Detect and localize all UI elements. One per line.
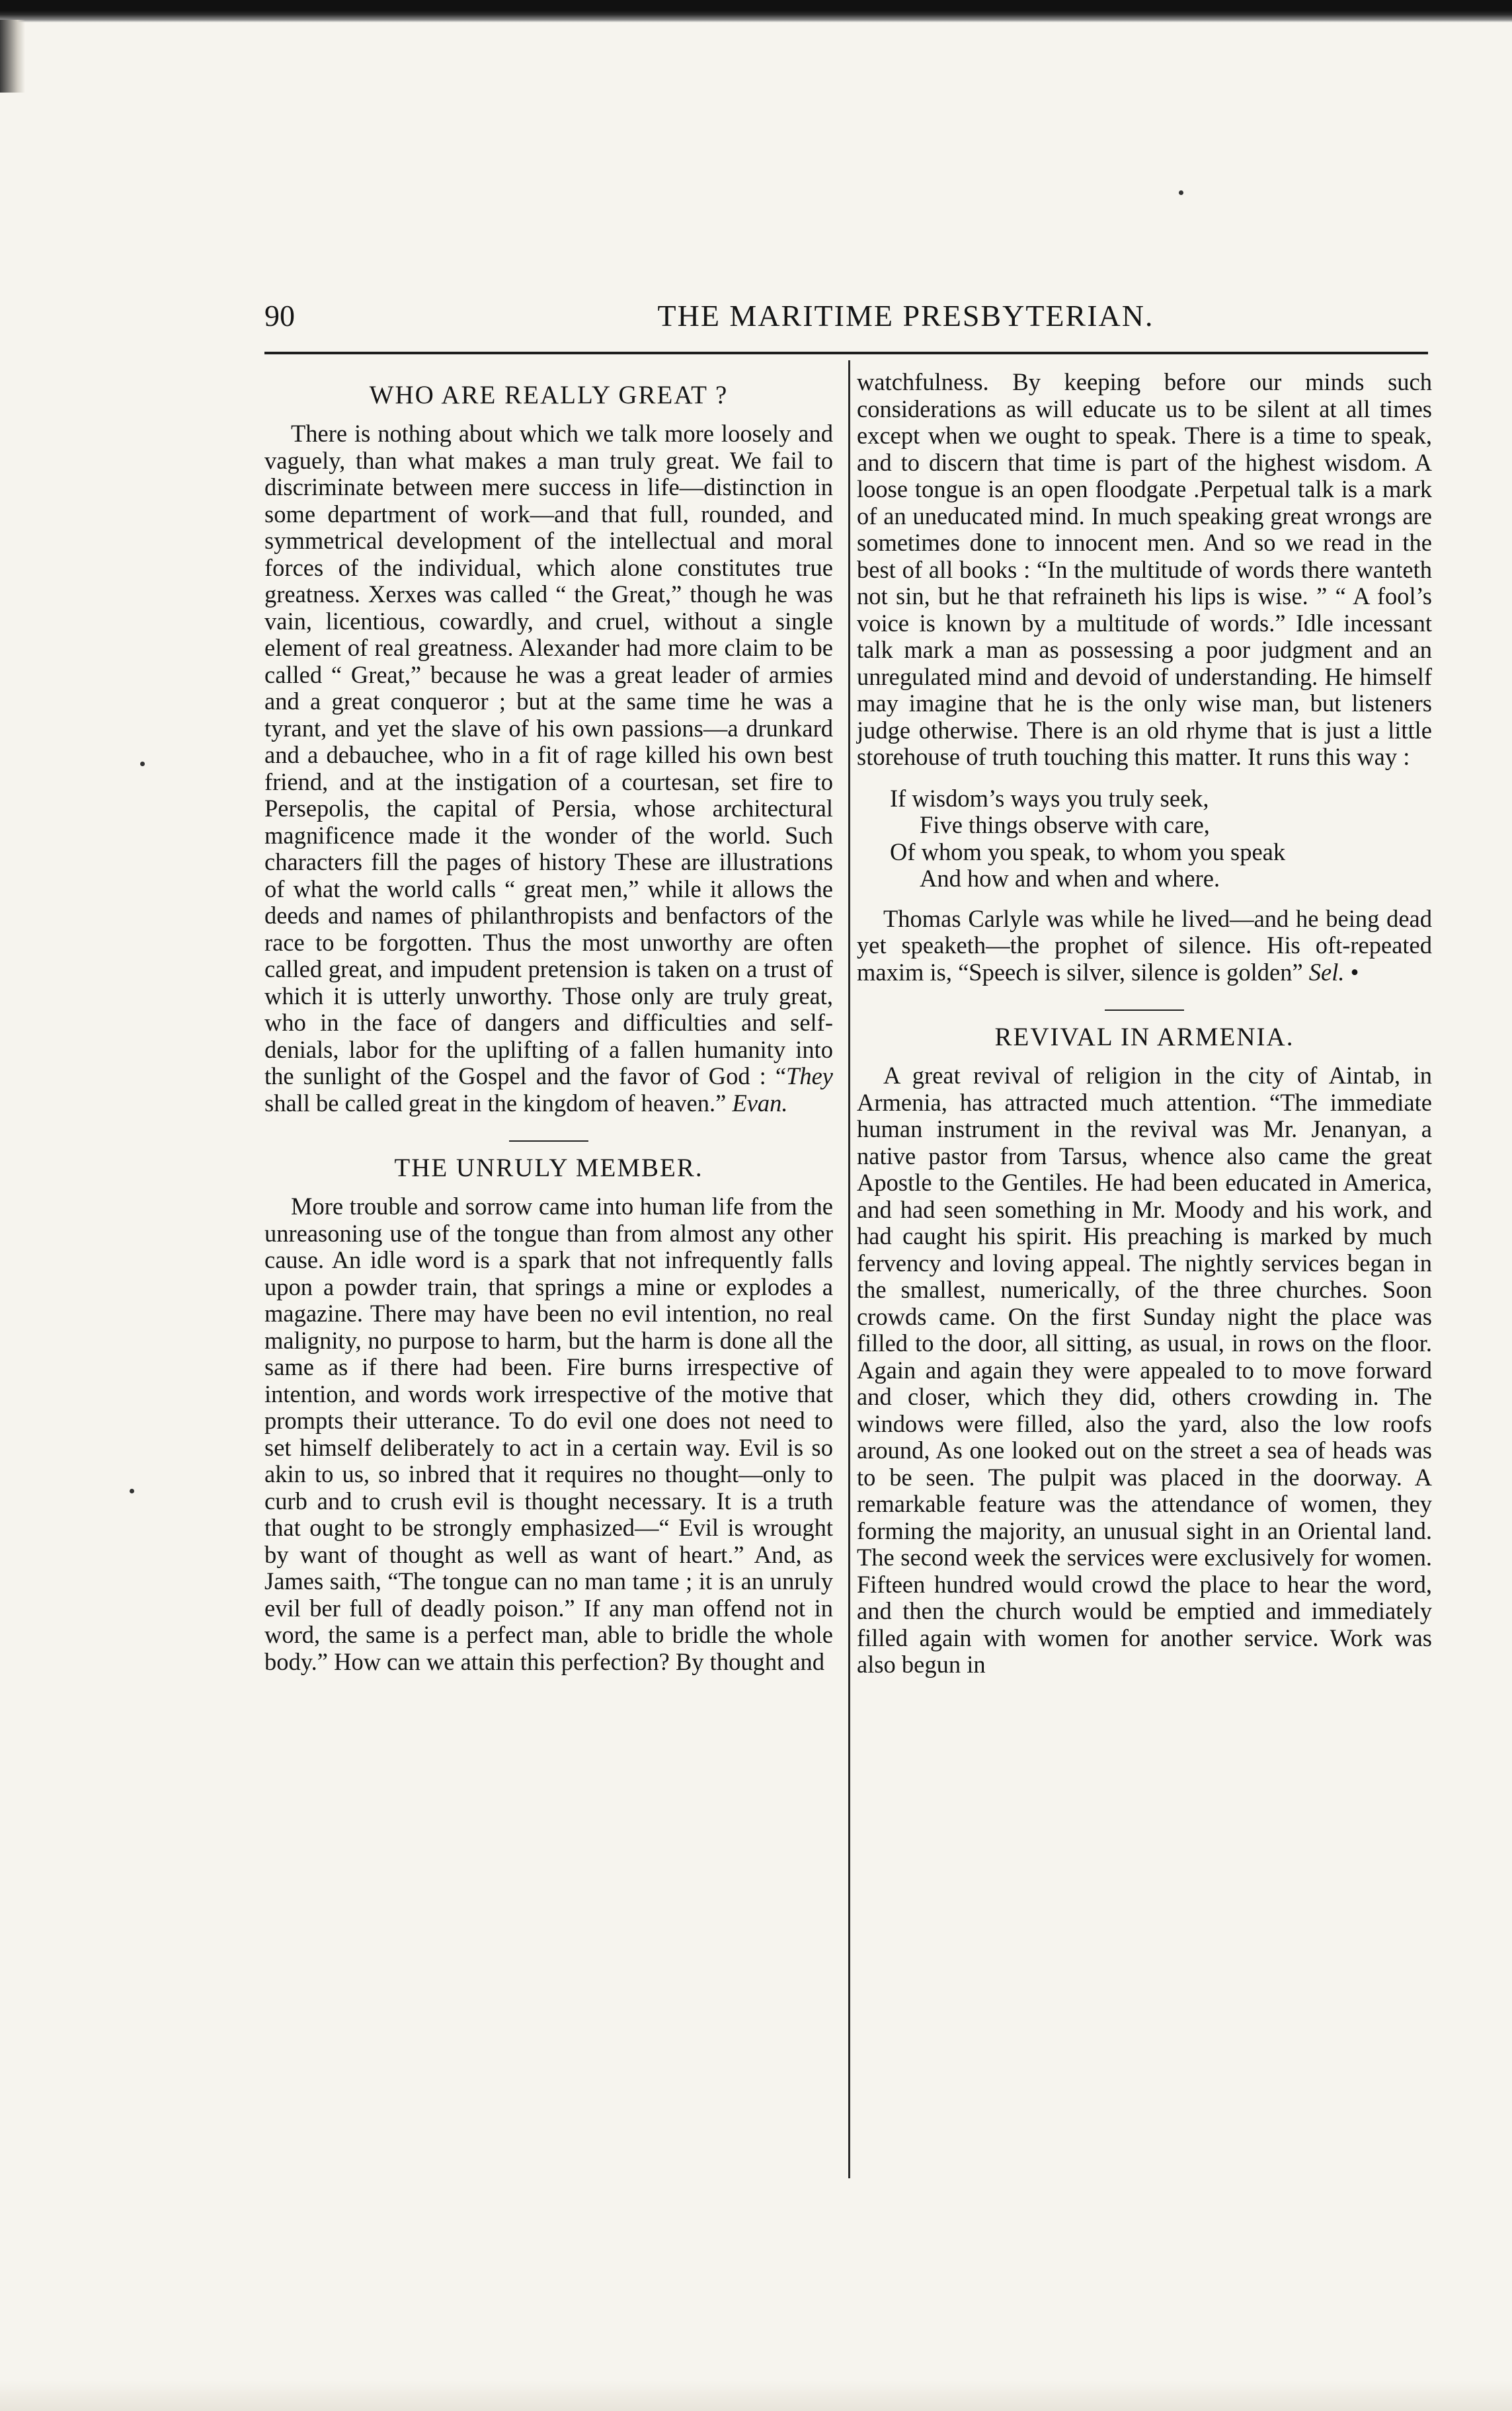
poem-line: And how and when and where. [920, 865, 1220, 892]
page-number: 90 [264, 299, 295, 333]
section-separator [1105, 1009, 1184, 1011]
article-body-text: There is nothing about which we talk more loosely and vaguely, than what makes a man truly great. We fail to discriminate between mere success in life—distinction in some department of work—and that full, rounded, and symmetrical development of the intellectual and moral forces of the individual, which alone constitutes true greatness. Xerxes was called “ the Great,” though he was vain, licentious, cowardly, and cruel, without a single element of real greatness. Alexander had more claim to be called “ Great,” because he was a great leader of armies and a great conqueror ; but at the same time he was a tyrant, and yet the slave of his own passions—a drunkard and a debauchee, who in a fit of rage killed his own best friend, and at the instigation of a courtesan, set fire to Persepolis, the capital of Persia, whose architectural magnificence made it the wonder of the world. Such characters fill the pages of history These are illustrations of what the world calls “ great men,” while it allows the deeds and names of philanthropists and benfactors of the race to be forgotten. Thus the most unworthy are often called great, and impudent pretension is taken on a trust of which it is utterly unworthy. Those only are truly great, who in the face of dangers and difficulties and self-denials, labor for the uplifting of a fallen humanity into the sunlight of the Gospel and the favor of God : [264, 420, 833, 1089]
scan-left-edge [0, 20, 25, 93]
page-header [264, 296, 1428, 336]
article-signature: Sel. [1308, 958, 1345, 986]
section-separator [509, 1140, 588, 1142]
bullet-mark: • [1350, 958, 1359, 986]
article-closing-unruly-member [857, 906, 1432, 986]
running-title: THE MARITIME PRESBYTERIAN. [657, 299, 1154, 333]
poem-line: Of whom you speak, to whom you speak [890, 838, 1286, 865]
quote-open: “ [775, 1062, 787, 1089]
article-title-revival-in-armenia: REVIVAL IN ARMENIA. [994, 1023, 1294, 1051]
header-rule [264, 352, 1428, 354]
scan-speck [130, 1489, 134, 1493]
closing-text: Thomas Carlyle was while he lived—and he being dead yet speaketh—the prophet of silence. His oft-repeated maxim is, “Speech is silver, silence is golden” [857, 904, 1432, 986]
article-signature: Evan. [732, 1089, 788, 1117]
column-divider [848, 360, 850, 2178]
article-title-unruly-member: THE UNRULY MEMBER. [394, 1154, 703, 1182]
poem-line: Five things observe with care, [920, 811, 1210, 838]
article-body-unruly-member: More trouble and sorrow came into human life from the unreasoning use of the tongue than from almost any other cause. An idle word is a spark that not infrequently falls upon a powder train, that springs a mine or explodes a magazine. There may have been no evil intention, no real malignity, no purpose to harm, but the harm is done all the same as if there had been. Fire burns irrespective of intention, and words work irrespective of the motive that prompts their utterance. To do evil one does not need to set himself deliberately to act in a certain way. Evil is so akin to us, so inbred that it requires no thought—only to curb and to crush evil is thought necessary. It is a truth that ought to be strongly emphasized—“ Evil is wrought by want of thought as well as want of heart.” And, as James saith, “The tongue can no man tame ; it is an unruly evil ber full of deadly poison.” If any man offend not in word, the same is a perfect man, able to bridle the whole body.” How can we attain this perfection? By thought and [264, 1193, 833, 1675]
scan-speck [140, 762, 145, 766]
poem-line: If wisdom’s ways you truly seek, [890, 784, 1209, 812]
scan-top-edge [0, 0, 1512, 22]
left-column [264, 369, 833, 1675]
article-title-who-are-really-great: WHO ARE REALLY GREAT ? [369, 381, 729, 409]
article-continuation-unruly-member: watchfulness. By keeping before our minds such considerations as will educate us to be silent at all times except when we ought to speak. There is a time to speak, and to discern that time is part of the highest wisdom. A loose tongue is an open floodgate .Perpetual talk is a mark of an uneducated mind. In much speaking great wrongs are sometimes done to innocent men. And so we read in the best of all books : “In the multitude of words there wanteth not sin, but he that refraineth his lips is wise. ” “ A fool’s voice is known by a multitude of words.” Idle incessant talk mark a man as possessing a poor judgment and an unregulated mind and devoid of understanding. He himself may imagine that he is the only wise man, but listeners judge otherwise. There is an old rhyme that is just a little storehouse of truth touching this matter. It runs this way : [857, 368, 1432, 770]
scan-speck [1179, 190, 1183, 195]
article-body-revival-in-armenia: A great revival of religion in the city of Aintab, in Armenia, has attracted much attention. “The immediate human instrument in the revival was Mr. Jenanyan, a native pastor from Tarsus, whence also came the great Apostle to the Gentiles. He had been educated in America, and had seen something in Mr. Moody and his work, and had caught his spirit. His preaching is marked by much fervency and loving appeal. The nightly services began in the smallest, numerically, of the three churches. Soon crowds came. On the first Sunday night the place was filled to the door, all sitting, as usual, in rows on the floor. Again and again they were appealed to to move forward and closer, which they did, others crowding in. The windows were filled, also the yard, also the low roofs around, As one looked out on the street a sea of heads was to be seen. The pulpit was placed in the doorway. A remarkable feature was the attendance of women, they forming the majority, an unusual sight in an Oriental land. The second week the services were exclusively for women. Fifteen hundred would crowd the place to hear the word, and then the church would be emptied and immediately filled again with women for another service. Work was also begun in [857, 1062, 1432, 1678]
scan-bottom-edge [0, 2380, 1512, 2411]
right-column [857, 369, 1432, 1679]
article-body-who-are-really-great [264, 420, 833, 1117]
rhyme-stanza [890, 785, 1432, 892]
quote-rest: shall be called great in the kingdom of heaven.” [264, 1089, 727, 1117]
quote-emphasis: They [786, 1062, 833, 1089]
